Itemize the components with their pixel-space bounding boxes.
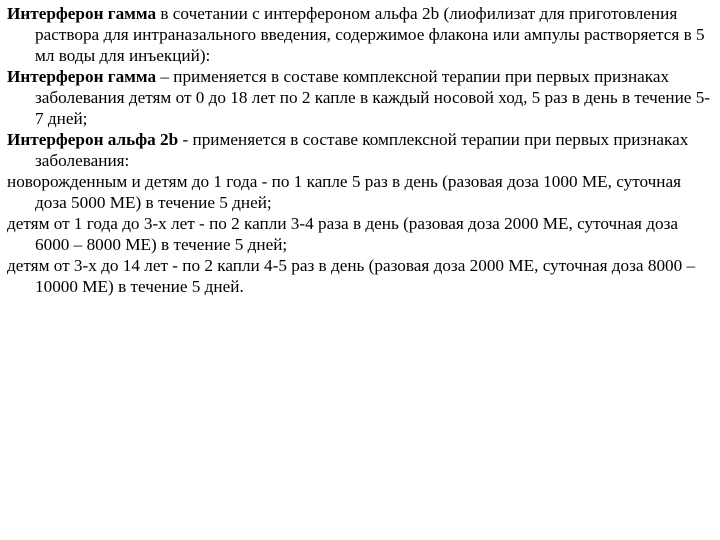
term-interferon-alpha-2b: Интерферон альфа 2b <box>7 130 179 149</box>
paragraph-text: новорожденным и детям до 1 года - по 1 капле 5 раз в день (разовая доза 1000 МЕ, суточная доза 5000 МЕ) в течение 5 дней; <box>7 172 682 212</box>
term-interferon-gamma: Интерферон гамма <box>7 4 157 23</box>
dosage-1-to-3-years <box>7 213 714 255</box>
paragraph-text: в сочетании с интерфероном альфа 2b (лиофилизат для приготовления раствора для интраназального введения, содержимое флакона или ампулы растворяется в 5 мл воды для инъекций): <box>35 4 705 65</box>
paragraph-text: – применяется в составе комплексной терапии при первых признаках заболевания детям от 0 до 18 лет по 2 капле в каждый носовой ход, 5 раз в день в течение 5-7 дней; <box>35 67 711 128</box>
dosage-3-to-14-years <box>7 255 714 297</box>
paragraph-text: - применяется в составе комплексной терапии при первых признаках заболевания: <box>35 130 689 170</box>
paragraph-combination <box>7 3 714 66</box>
document-body <box>7 3 714 297</box>
paragraph-text: детям от 1 года до 3-х лет - по 2 капли 3-4 раза в день (разовая доза 2000 МЕ, суточная доза 6000 – 8000 МЕ) в течение 5 дней; <box>7 214 678 254</box>
term-interferon-gamma: Интерферон гамма <box>7 67 157 86</box>
dosage-newborns <box>7 171 714 213</box>
paragraph-interferon-gamma <box>7 66 714 129</box>
paragraph-text: детям от 3-х до 14 лет - по 2 капли 4-5 раз в день (разовая доза 2000 МЕ, суточная доза 8000 – 10000 МЕ) в течение 5 дней. <box>7 256 696 296</box>
paragraph-interferon-alpha <box>7 129 714 171</box>
